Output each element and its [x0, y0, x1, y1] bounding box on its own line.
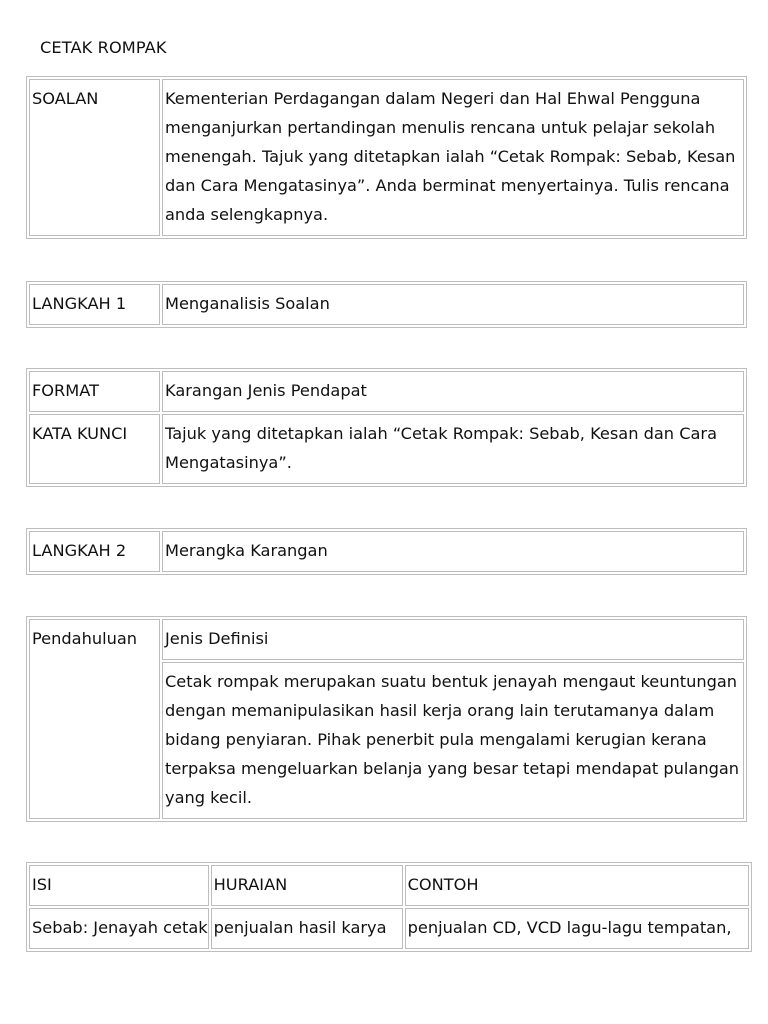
langkah1-value: Menganalisis Soalan [162, 284, 744, 325]
format-value: Karangan Jenis Pendapat [162, 371, 744, 412]
pendahuluan-label: Pendahuluan [29, 619, 160, 819]
pendahuluan-jenis: Jenis Definisi [162, 619, 744, 660]
soalan-table [26, 76, 747, 239]
table-row [29, 619, 744, 660]
kata-kunci-value: Tajuk yang ditetapkan ialah “Cetak Rompak: Sebab, Kesan dan Cara Mengatasinya”. [162, 414, 744, 484]
soalan-text: Kementerian Perdagangan dalam Negeri dan Hal Ehwal Pengguna menganjurkan pertandingan menulis rencana untuk pelajar sekolah menengah. Tajuk yang ditetapkan ialah “Cetak Rompak: Sebab, Kesan dan Cara Mengatasinya”. Anda berminat menyertainya. Tulis rencana anda selengkapnya. [162, 79, 744, 236]
pendahuluan-table [26, 616, 747, 822]
table-header-row [29, 865, 749, 906]
table-row [29, 284, 744, 325]
langkah2-label: LANGKAH 2 [29, 531, 160, 572]
isi-table [26, 862, 752, 952]
table-row [29, 531, 744, 572]
header-huraian: HURAIAN [211, 865, 403, 906]
header-contoh: CONTOH [405, 865, 749, 906]
kata-kunci-label: KATA KUNCI [29, 414, 160, 484]
pendahuluan-text: Cetak rompak merupakan suatu bentuk jenayah mengaut keuntungan dengan memanipulasikan hasil kerja orang lain terutamanya dalam bidang penyiaran. Pihak penerbit pula mengalami kerugian kerana terpaksa mengeluarkan belanja yang besar tetapi mendapat pulangan yang kecil. [162, 662, 744, 819]
table-row [29, 79, 744, 236]
table-row [29, 414, 744, 484]
langkah1-label: LANGKAH 1 [29, 284, 160, 325]
format-table [26, 368, 747, 487]
cell-isi: Sebab: Jenayah cetak [29, 908, 209, 949]
table-row [29, 908, 749, 949]
langkah2-value: Merangka Karangan [162, 531, 744, 572]
soalan-label: SOALAN [29, 79, 160, 236]
document-title: CETAK ROMPAK [40, 38, 167, 57]
cell-contoh: penjualan CD, VCD lagu-lagu tempatan, [405, 908, 749, 949]
langkah1-table [26, 281, 747, 328]
format-label: FORMAT [29, 371, 160, 412]
table-row [29, 371, 744, 412]
cell-huraian: penjualan hasil karya [211, 908, 403, 949]
header-isi: ISI [29, 865, 209, 906]
langkah2-table [26, 528, 747, 575]
